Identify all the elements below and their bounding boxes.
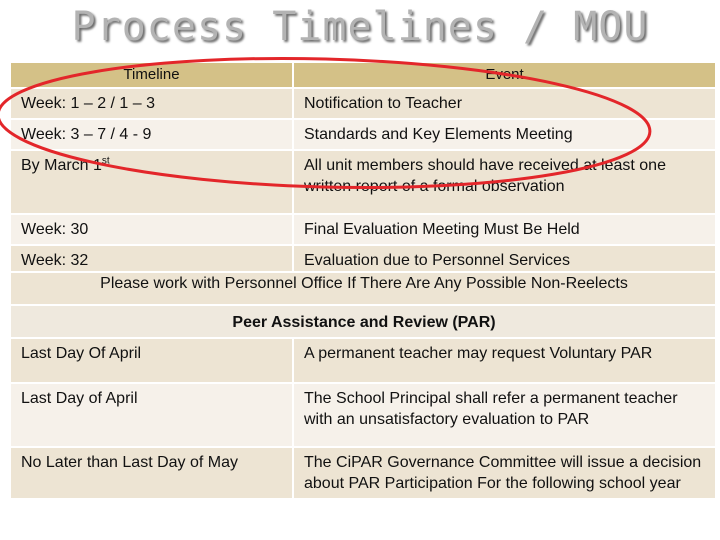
row-timeline: No Later than Last Day of May — [10, 447, 293, 499]
table-row — [10, 245, 716, 272]
par-header-row — [10, 305, 716, 338]
row-event: All unit members should have received at least one written report of a formal observation — [293, 150, 716, 214]
row-event: Notification to Teacher — [293, 88, 716, 119]
table-row — [10, 150, 716, 214]
row-event: A permanent teacher may request Voluntary PAR — [293, 338, 716, 383]
row-event: Standards and Key Elements Meeting — [293, 119, 716, 150]
table-row — [10, 214, 716, 245]
personnel-note: Please work with Personnel Office If There Are Any Possible Non-Reelects — [10, 272, 716, 305]
row-timeline: Last Day of April — [10, 383, 293, 447]
slide-title: Process Timelines / MOU — [71, 4, 649, 50]
row-timeline: Last Day Of April — [10, 338, 293, 383]
row-timeline: Week: 1 – 2 / 1 – 3 — [10, 88, 293, 119]
table-row — [10, 447, 716, 499]
row-event: Evaluation due to Personnel Services — [293, 245, 716, 272]
note-row — [10, 272, 716, 305]
row-timeline: Week: 32 — [10, 245, 293, 272]
header-timeline: Timeline — [10, 62, 293, 88]
table-row — [10, 338, 716, 383]
par-header: Peer Assistance and Review (PAR) — [10, 305, 716, 338]
header-event: Event — [293, 62, 716, 88]
timeline-table — [9, 61, 717, 500]
row-timeline: Week: 30 — [10, 214, 293, 245]
table-row — [10, 383, 716, 447]
row-timeline-text: By March 1 — [21, 157, 102, 174]
row-timeline: Week: 3 – 7 / 4 - 9 — [10, 119, 293, 150]
table-row — [10, 88, 716, 119]
row-event: The School Principal shall refer a permanent teacher with an unsatisfactory evaluation to PAR — [293, 383, 716, 447]
row-event: The CiPAR Governance Committee will issue a decision about PAR Participation For the following school year — [293, 447, 716, 499]
row-timeline-superscript: st — [101, 155, 110, 167]
row-event: Final Evaluation Meeting Must Be Held — [293, 214, 716, 245]
table-row — [10, 119, 716, 150]
table-header-row — [10, 62, 716, 88]
row-timeline — [10, 150, 293, 214]
